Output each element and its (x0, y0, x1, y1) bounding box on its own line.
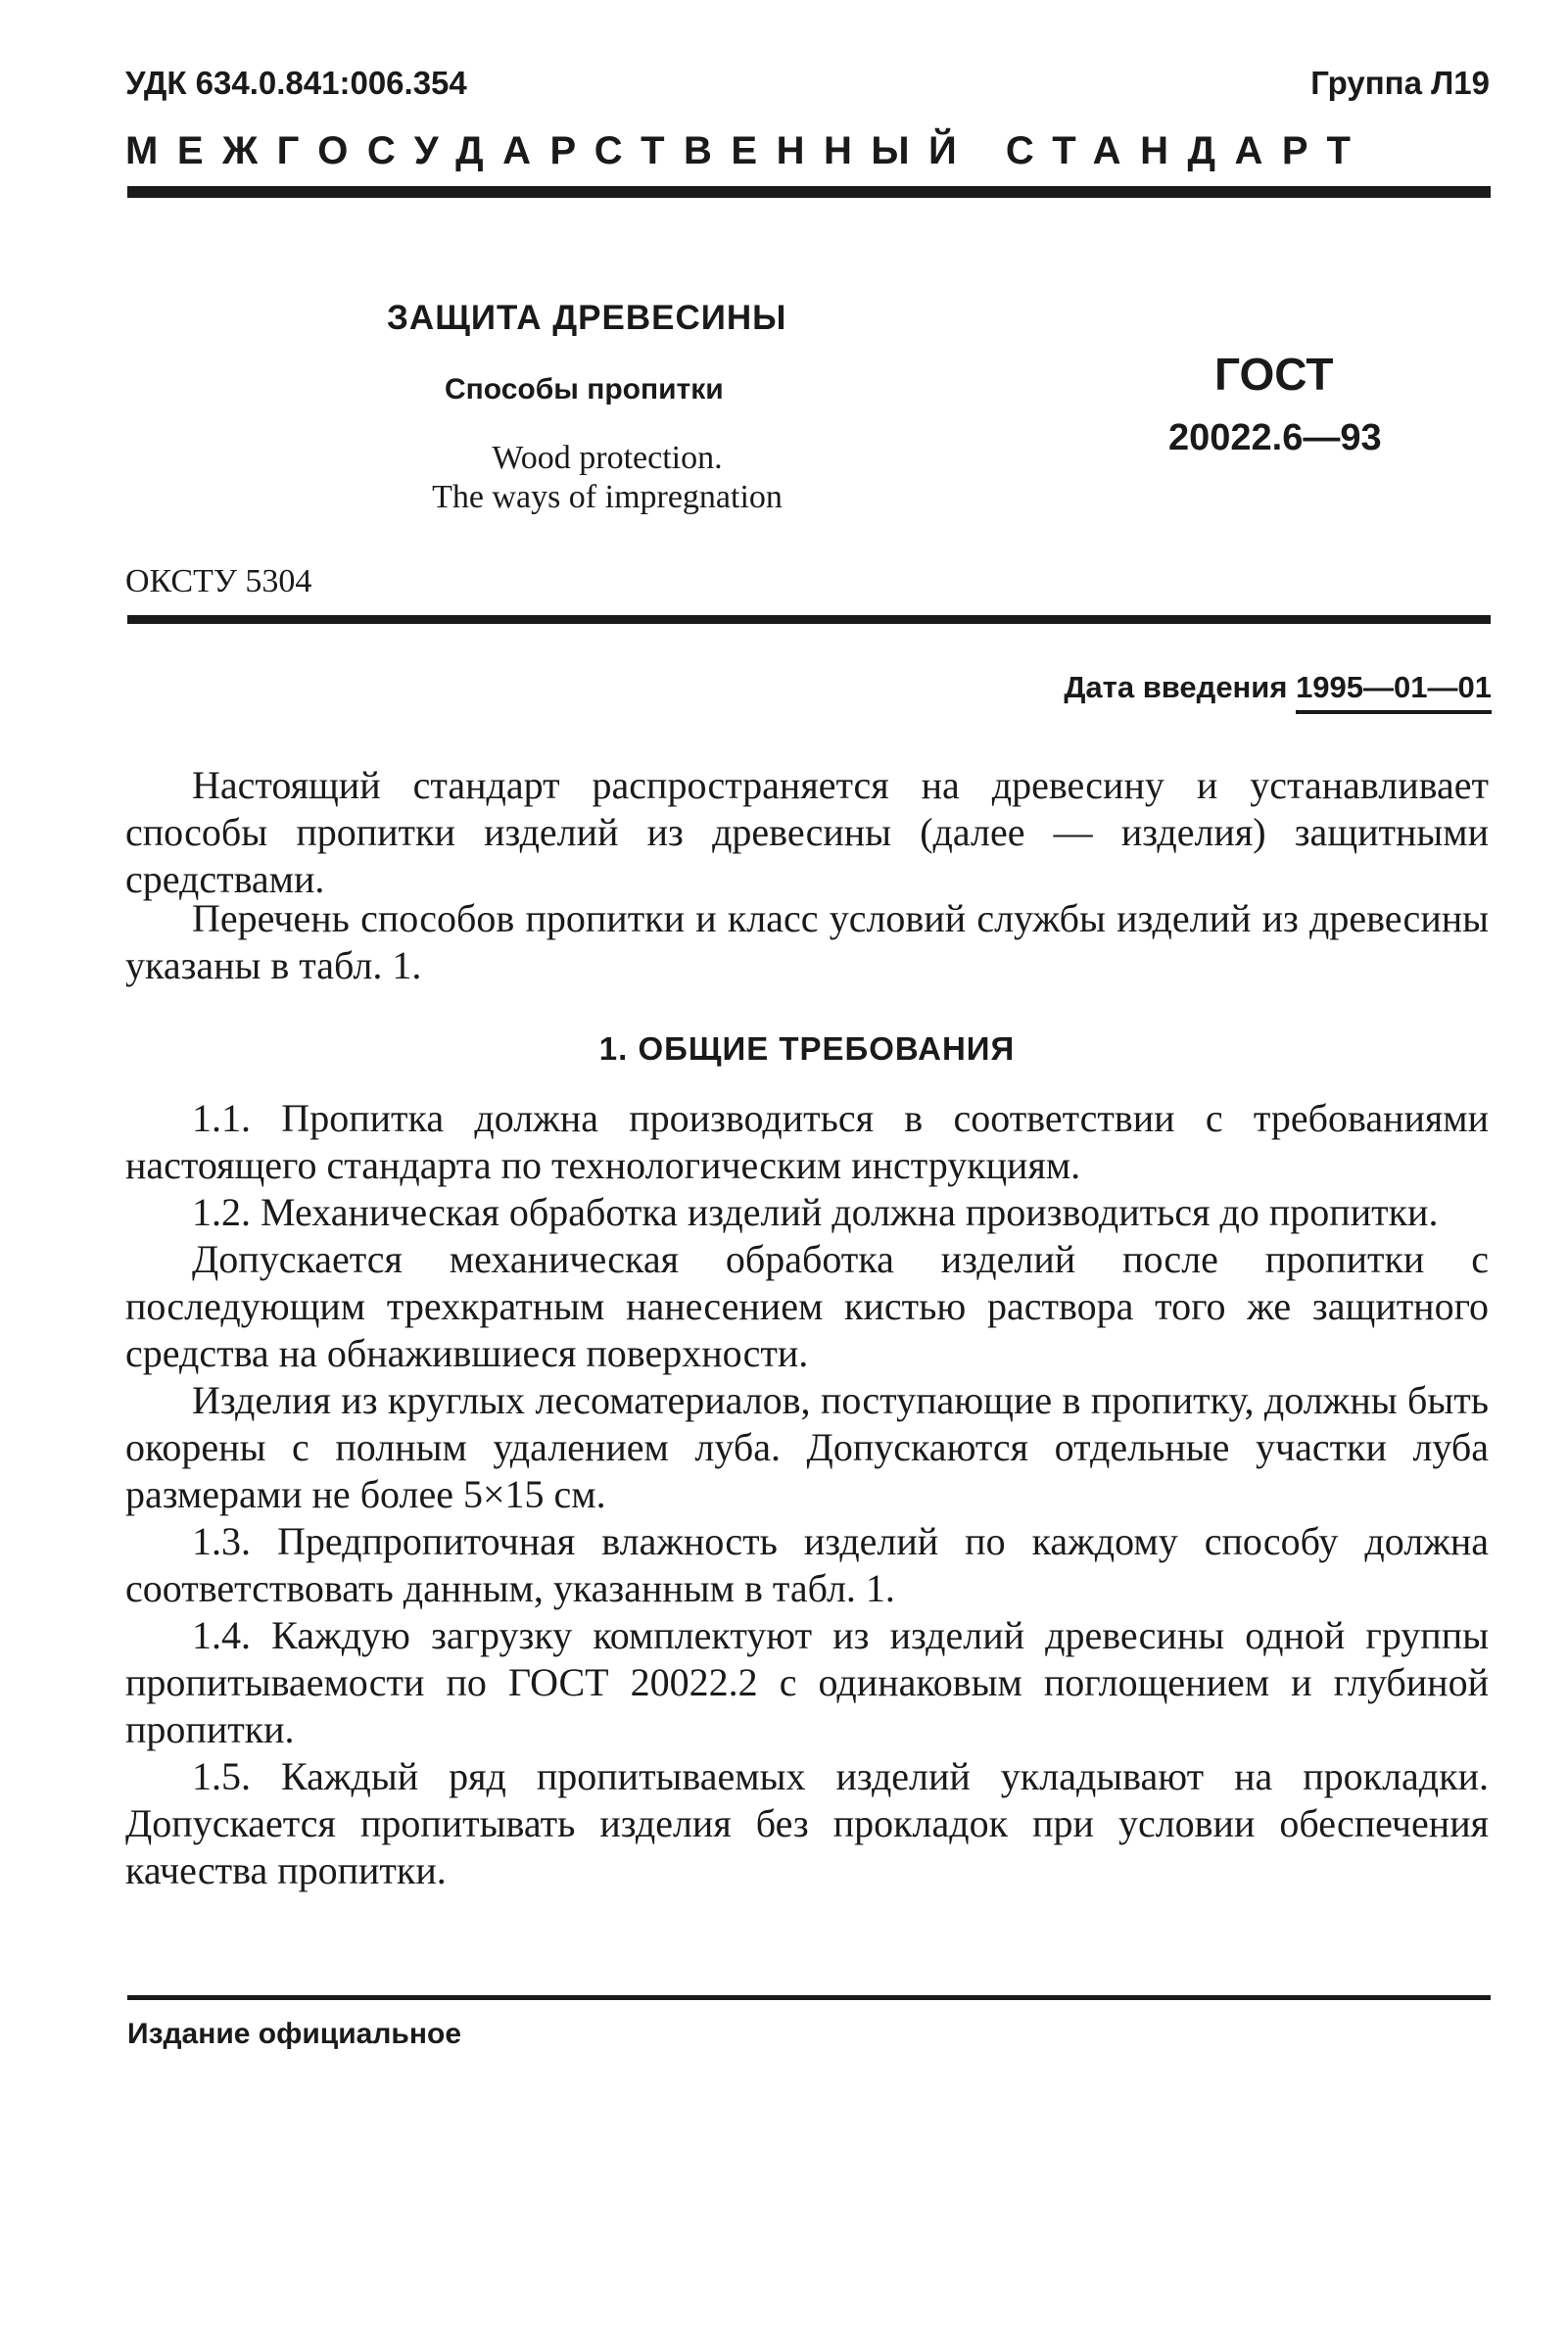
english-title-line-1: Wood protection. (492, 440, 723, 476)
standard-type-heading: МЕЖГОСУДАРСТВЕННЫЙ СТАНДАРТ (125, 129, 1370, 172)
intro-paragraph-1: Настоящий стандарт распространяется на древесину и устанавливает способы пропитки изделий из древесины (далее — изделия) защитными средствами. (125, 763, 1489, 901)
english-title-line-2: The ways of impregnation (432, 479, 783, 515)
document-title: ЗАЩИТА ДРЕВЕСИНЫ (387, 299, 787, 337)
group-code: Группа Л19 (1310, 65, 1490, 101)
section-1-body (125, 1095, 1489, 1894)
clause-1-4: 1.4. Каждую загрузку комплектуют из изделий древесины одной группы пропитываемости по ГОСТ 20022.2 с одинаковым поглощением и глубиной пропитки. (125, 1613, 1489, 1751)
clause-1-2: 1.2. Механическая обработка изделий должна производиться до пропитки. (192, 1190, 1439, 1234)
clause-1-5: 1.5. Каждый ряд пропитываемых изделий укладывают на прокладки. Допускается пропитывать изделия без прокладок при условии обеспечения качества пропитки. (125, 1754, 1489, 1892)
gost-label: ГОСТ (1214, 349, 1334, 400)
clause-1-2-round-timber: Изделия из круглых лесоматериалов, поступающие в пропитку, должны быть окорены с полным удалением луба. Допускаются отдельные участки луба размерами не более 5×15 см. (125, 1378, 1489, 1516)
footer-divider (127, 1995, 1491, 2000)
gost-number: 20022.6—93 (1168, 417, 1382, 458)
clause-1-2-allowance: Допускается механическая обработка изделий после пропитки с последующим трехкратным нанесением кистью раствора того же защитного средства на обнажившиеся поверхности. (125, 1237, 1489, 1375)
udk-code: УДК 634.0.841:006.354 (125, 65, 467, 101)
introduction-date (1064, 670, 1492, 705)
english-title (372, 439, 842, 517)
edition-note: Издание официальное (127, 2018, 462, 2050)
document-subtitle: Способы пропитки (445, 373, 724, 406)
date-value: 1995—01—01 (1296, 670, 1492, 714)
clause-1-1: 1.1. Пропитка должна производиться в соответствии с требованиями настоящего стандарта по технологическим инструкциям. (125, 1096, 1489, 1187)
okstu-code: ОКСТУ 5304 (125, 563, 312, 599)
header-divider (127, 186, 1491, 198)
intro-paragraph-2: Перечень способов пропитки и класс условий службы изделий из древесины указаны в табл. 1. (125, 896, 1489, 987)
clause-1-3: 1.3. Предпропиточная влажность изделий по каждому способу должна соответствовать данным, указанным в табл. 1. (125, 1519, 1489, 1610)
title-divider (127, 615, 1491, 624)
section-1-heading: 1. ОБЩИЕ ТРЕБОВАНИЯ (598, 1030, 1016, 1067)
date-label: Дата введения (1064, 670, 1288, 704)
